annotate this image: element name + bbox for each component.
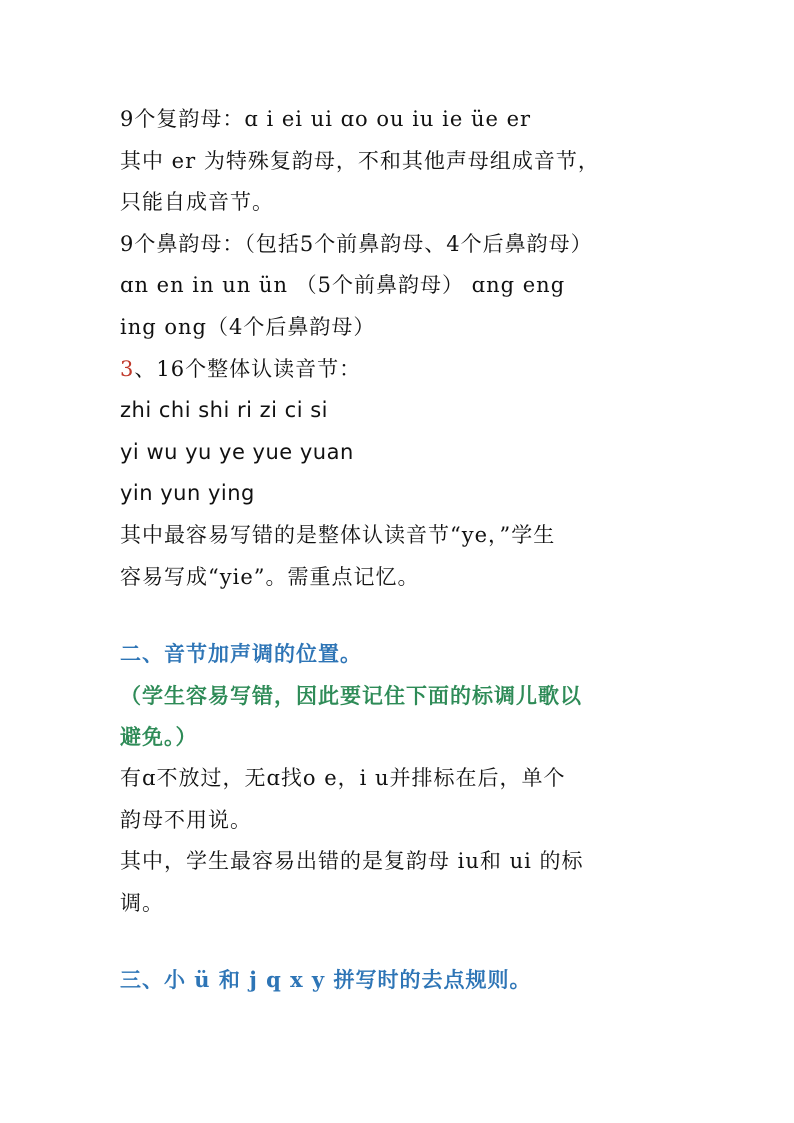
whole-syllables-number: 3 xyxy=(120,356,135,381)
ye-mistake-note: 其中最容易写错的是整体认读音节“ye，”学生 xyxy=(120,522,556,547)
iu-ui-tip-cont: 调。 xyxy=(120,890,164,915)
section-2-note-cont: 避免。） xyxy=(120,724,198,750)
whole-syllables-row-1: zhi chi shi ri zi ci si xyxy=(120,398,328,423)
whole-syllables-row-3: yin yun ying xyxy=(120,481,255,506)
iu-ui-tip: 其中，学生最容易出错的是复韵母 iu和 ui 的标 xyxy=(120,849,584,874)
nasal-finals-heading: 9个鼻韵母：（包括5个前鼻韵母、4个后鼻韵母） xyxy=(120,231,593,256)
document-body xyxy=(120,99,680,1001)
er-special-note: 其中 er 为特殊复韵母，不和其他声母组成音节， xyxy=(120,148,600,173)
er-special-note-cont: 只能自成音节。 xyxy=(120,190,274,215)
back-nasal-finals-line: ing ong（4个后鼻韵母） xyxy=(120,314,376,339)
whole-syllables-heading-text: 、16个整体认读音节： xyxy=(134,356,362,381)
whole-syllables-row-2: yi wu yu ye yue yuan xyxy=(120,439,354,464)
section-2-heading: 二、音节加声调的位置。 xyxy=(120,641,362,667)
section-2-note: （学生容易写错，因此要记住下面的标调儿歌以 xyxy=(120,682,582,708)
whole-syllables-heading xyxy=(120,349,680,391)
section-3-heading: 三、小 ü 和 j q x y 拼写时的去点规则。 xyxy=(120,967,532,993)
compound-finals-line: 9个复韵母：ɑ i ei ui ɑo ou iu ie üe er xyxy=(120,107,532,131)
tone-mark-rhyme: 有ɑ不放过，无ɑ找o e，i u并排标在后，单个 xyxy=(120,765,566,790)
ye-mistake-note-cont: 容易写成“yie”。需重点记忆。 xyxy=(120,564,420,589)
section-spacer xyxy=(120,598,680,633)
tone-mark-rhyme-cont: 韵母不用说。 xyxy=(120,807,252,832)
front-nasal-finals-line: ɑn en in un ün （5个前鼻韵母） ɑng eng xyxy=(120,273,566,298)
section-spacer xyxy=(120,924,680,959)
